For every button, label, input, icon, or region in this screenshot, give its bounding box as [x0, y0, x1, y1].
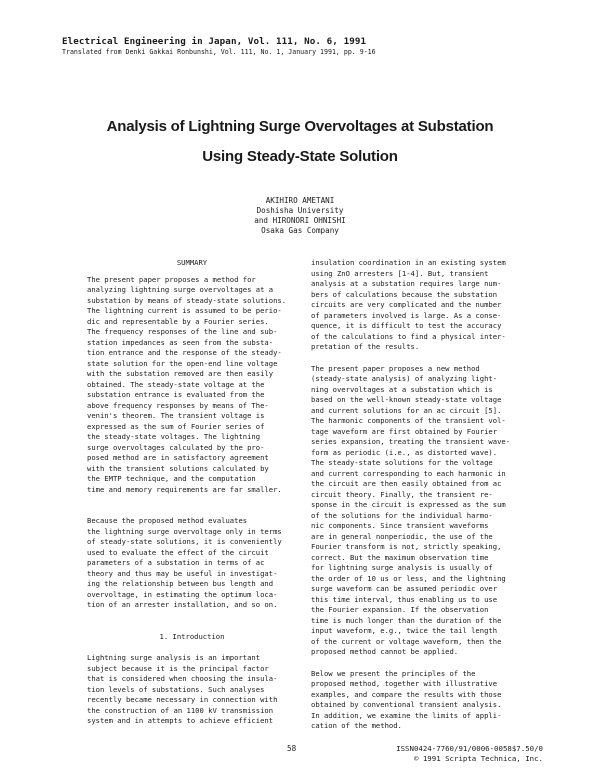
body-line: are in general nonperiodic, the use of the	[311, 531, 493, 541]
summary-line: The present paper proposes a method for	[87, 274, 256, 284]
paragraph-gap	[87, 495, 297, 516]
body-line: of the solutions for the individual harmo-	[311, 510, 493, 520]
body-line: the Fourier expansion. If the observation	[311, 605, 489, 614]
body-line: The steady-state solutions for the voltage	[311, 458, 493, 467]
body-line: series expansion, treating the transient wave-	[311, 437, 511, 446]
body-line: this time interval, thus enabling us to use	[311, 594, 498, 604]
right-column	[311, 258, 521, 732]
summary-line: the steady-state voltages. The lightning	[87, 432, 261, 441]
body-line: for lightning surge analysis is usually of	[311, 563, 493, 572]
paragraph-gap	[87, 611, 297, 632]
body-line: quence, it is difficult to test the accuracy	[311, 321, 502, 330]
author-name: and HIRONORI OHNISHI	[254, 216, 346, 225]
section-heading-introduction: 1. Introduction	[159, 631, 225, 641]
footer-publisher	[357, 744, 543, 764]
paragraph-gap	[87, 642, 297, 653]
summary-heading: SUMMARY	[176, 258, 208, 267]
body-line: of parameters involved is large. As a conse-	[311, 310, 502, 320]
body-line: (steady-state analysis) of analyzing light-	[311, 374, 498, 383]
issn-code: ISSN0424-7760/91/0006-0058$7.50/0	[396, 744, 543, 753]
body-line: circuits are very complicated and the number	[311, 300, 502, 309]
body-line: Below we present the principles of the	[311, 668, 476, 678]
introduction-line: subject because it is the principal factor	[87, 663, 269, 673]
body-line: nic components. Since transient waveforms	[311, 521, 489, 530]
summary-line: The frequency responses of the line and sub-	[87, 327, 278, 336]
body-line: bers of calculations because the substation	[311, 289, 498, 299]
body-line: examples, and compare the results with those	[311, 689, 502, 699]
introduction-line: recently became necessary in connection with	[87, 695, 278, 704]
introduction-line: Lightning surge analysis is an important	[87, 653, 261, 662]
body-line: Fourier transform is not, strictly speaking,	[311, 542, 502, 551]
body-line: surge waveform can be assumed periodic over	[311, 584, 498, 593]
body-line: form as periodic (i.e., as distorted wave).	[311, 447, 498, 457]
summary-line: theory and thus may be useful in investigat-	[87, 568, 278, 578]
author-block	[0, 196, 600, 236]
introduction-line: the construction of an 1100 kV transmission	[87, 705, 274, 715]
paper-title-line-1: Analysis of Lightning Surge Overvoltages at Substation	[106, 118, 494, 135]
body-line: pretation of the results.	[311, 342, 420, 351]
summary-line: with the transient solutions calculated by	[87, 463, 269, 473]
author-name: AKIHIRO AMETANI	[265, 196, 335, 205]
page-number: 58	[287, 744, 297, 753]
introduction-line: system and in attempts to achieve efficient	[87, 716, 274, 725]
journal-header	[62, 36, 542, 57]
body-line: circuit theory. Finally, the transient re-	[311, 489, 493, 499]
summary-line: obtained. The steady-state voltage at the	[87, 379, 265, 389]
author-affiliation: Doshisha University	[256, 206, 344, 215]
summary-line: The lightning current is assumed to be perio-	[87, 306, 282, 315]
summary-line: substation entrance is evaluated from the	[87, 390, 265, 399]
journal-citation: Electrical Engineering in Japan, Vol. 111, No. 6, 1991	[62, 36, 367, 47]
summary-line: substation by means of steady-state solutions.	[87, 295, 287, 305]
translation-source: Translated from Denki Gakkai Ronbunshi, Vol. 111, No. 1, January 1991, pp. 9-16	[62, 48, 376, 56]
summary-line: of steady-state solutions, it is conveniently	[87, 537, 282, 546]
body-line: based on the well-known steady-state voltage	[311, 395, 502, 404]
left-column	[87, 258, 297, 727]
body-line: time is much longer than the duration of the	[311, 615, 502, 625]
paper-title-line-2: Using Steady-State Solution	[202, 148, 398, 165]
introduction-line: that is considered when choosing the insula-	[87, 674, 278, 683]
body-line: of the calculations to find a physical inter-	[311, 331, 506, 341]
body-line: input waveform, e.g., twice the tail length	[311, 626, 498, 635]
summary-line: above frequency responses by means of The-	[87, 400, 269, 410]
body-line: sponse in the circuit is expressed as the sum	[311, 500, 506, 509]
summary-line: Because the proposed method evaluates	[87, 516, 248, 525]
summary-line: dic and representable by a Fourier series.	[87, 316, 269, 326]
body-line: The harmonic components of the transient vol-	[311, 416, 506, 425]
summary-line: surge overvoltages calculated by the pro-	[87, 442, 265, 452]
body-line: and current corresponding to each harmonic in	[311, 468, 506, 478]
body-line: proposed method, together with illustrative	[311, 679, 498, 688]
summary-line: expressed as the sum of Fourier series of	[87, 421, 265, 431]
body-line: analysis at a substation requires large num-	[311, 279, 502, 288]
summary-line: the lightning surge overvoltage only in terms	[87, 526, 282, 536]
paragraph-gap	[311, 658, 521, 669]
body-line: obtained by conventional transient analysis.	[311, 700, 502, 709]
paragraph-gap	[311, 353, 521, 364]
summary-line: analyzing lightning surge overvoltages at a	[87, 285, 274, 294]
summary-line: venin's theorem. The transient voltage is	[87, 411, 265, 420]
summary-line: ing the relationship between bus length and	[87, 579, 274, 588]
summary-line: time and memory requirements are far smaller.	[87, 484, 282, 494]
summary-line: the EMTP technique, and the computation	[87, 474, 256, 483]
body-line: of the current or voltage waveform, then the	[311, 636, 502, 646]
summary-line: state solution for the open-end line voltage	[87, 358, 278, 368]
body-line: cation of the method.	[311, 721, 402, 730]
author-affiliation: Osaka Gas Company	[261, 226, 339, 235]
summary-line: tion of an arrester installation, and so on.	[87, 600, 278, 609]
body-line: proposed method cannot be applied.	[311, 647, 459, 656]
summary-line: parameters of a substation in terms of ac	[87, 558, 265, 567]
summary-line: tion entrance and the response of the steady-	[87, 348, 282, 357]
summary-line: posed method are in satisfactory agreement	[87, 453, 269, 462]
summary-line: with the substation removed are then easily	[87, 369, 274, 378]
body-line: the circuit are then easily obtained from ac	[311, 479, 502, 488]
body-line: In addition, we examine the limits of appli-	[311, 710, 502, 720]
body-line: correct. But the maximum observation time	[311, 552, 489, 562]
summary-line: station impedances as seen from the substa-	[87, 337, 274, 347]
copyright-notice: © 1991 Scripta Technica, Inc.	[413, 754, 543, 763]
summary-line: used to evaluate the effect of the circuit	[87, 547, 269, 557]
body-line: the order of 10 us or less, and the lightning	[311, 573, 506, 583]
body-line: tage waveform are first obtained by Fourier	[311, 426, 498, 436]
summary-line: overvoltage, in estimating the optimum loca-	[87, 589, 278, 599]
body-line: The present paper proposes a new method	[311, 363, 480, 373]
body-line: using ZnO arresters [1-4]. But, transient	[311, 268, 489, 278]
body-line: insulation coordination in an existing system	[311, 258, 506, 267]
introduction-line: tion levels of substations. Such analyses	[87, 684, 265, 694]
body-line: ning overvoltages at a substation which is	[311, 384, 493, 394]
body-line: and current solutions for an ac circuit [5].	[311, 405, 502, 415]
